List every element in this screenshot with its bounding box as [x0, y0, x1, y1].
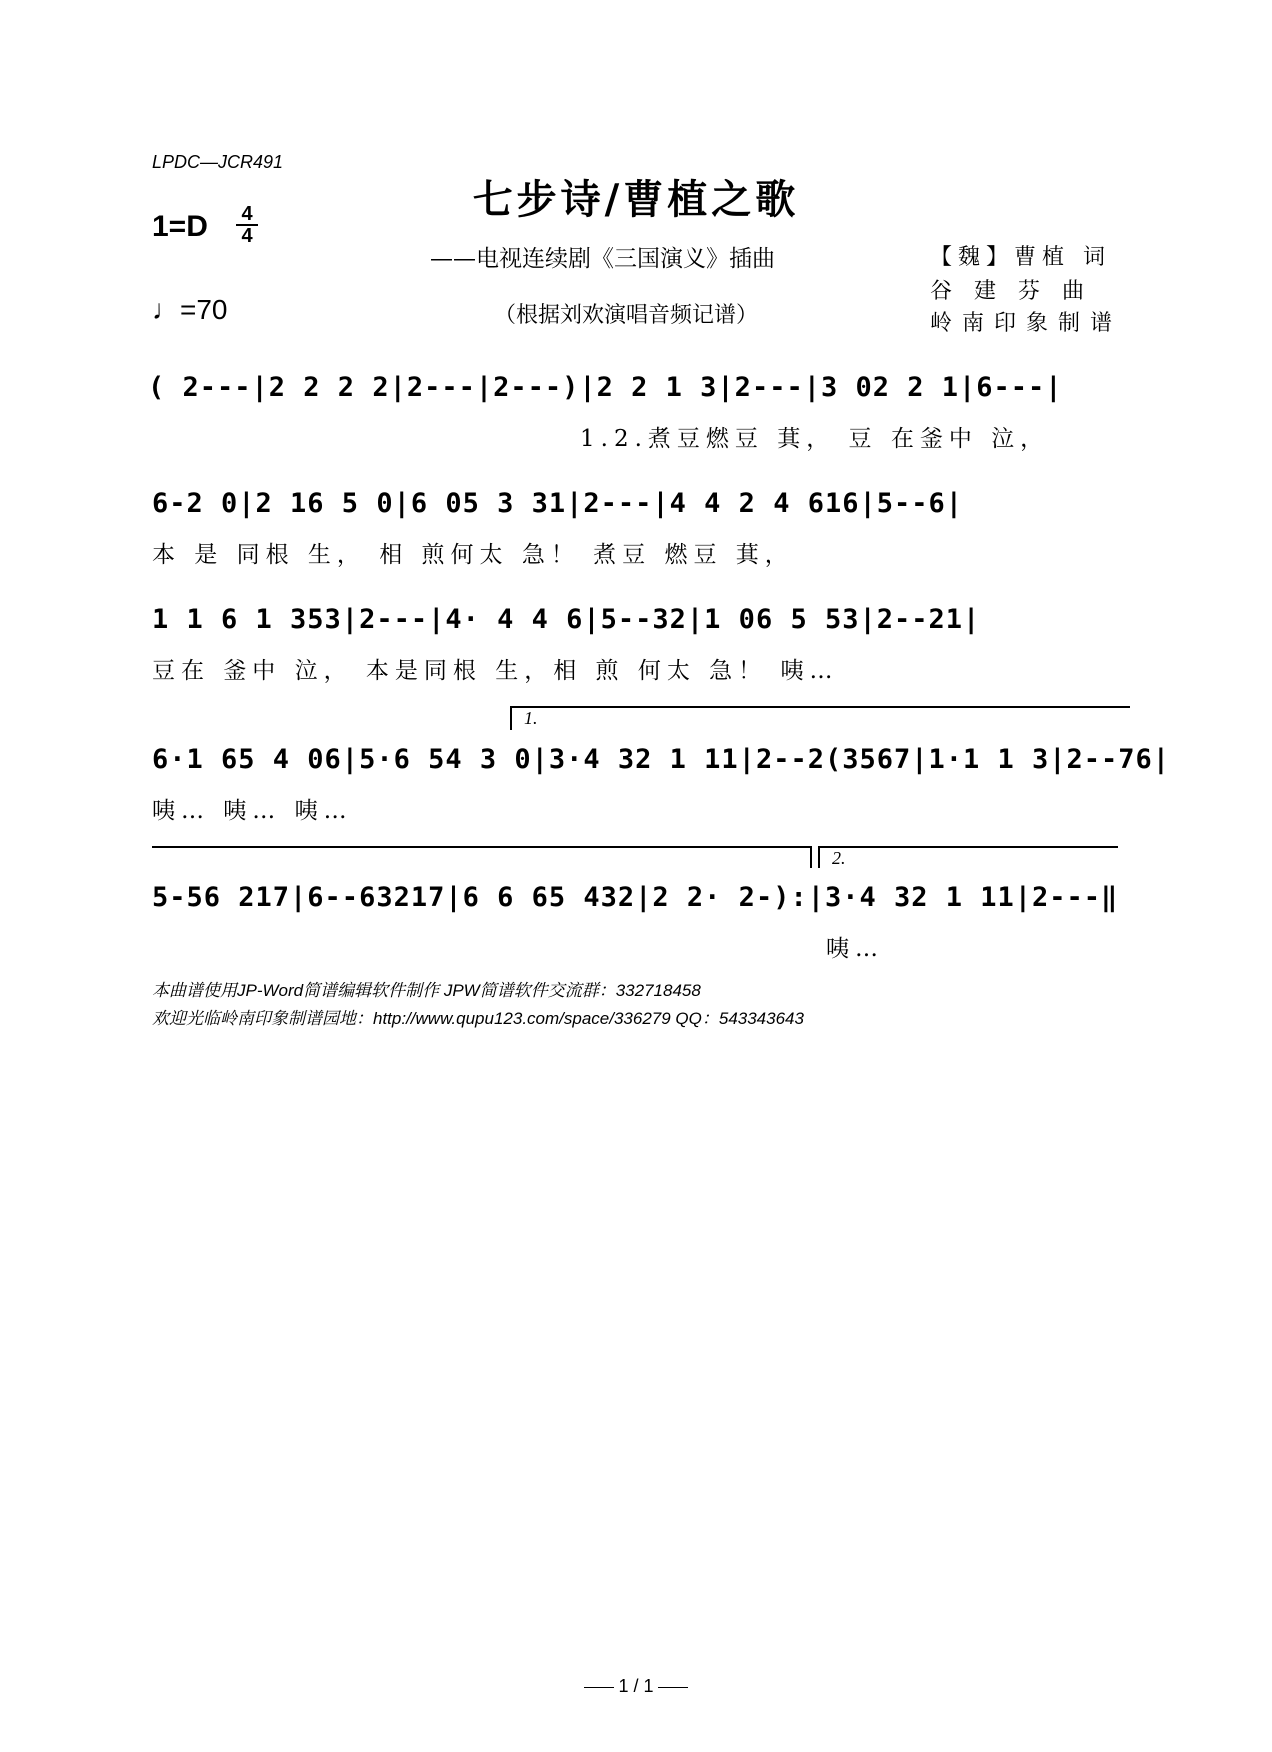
volta-1-label: 1. [524, 708, 538, 728]
footer-software-note: 本曲谱使用JP-Word简谱编辑软件制作 JPW简谱软件交流群：332718458 [152, 981, 701, 1000]
notation-line-4: 6·1 65 4 06|5·6 54 3 0|3·4 32 1 11|2--2(3567|1·1 1 3|2--76| [152, 744, 1171, 775]
lyric-line-2: 本 是 同根 生， 相 煎何太 急！ 煮豆 燃豆 萁， [152, 542, 794, 568]
lyricist-credit: 【魏】曹植 词 [930, 245, 1111, 270]
lyric-line-4: 咦… 咦… 咦… [152, 798, 353, 824]
time-signature-bottom: 4 [236, 224, 258, 246]
volta-1-continuation [152, 846, 812, 848]
volta-1-end [810, 846, 812, 868]
volta-2-label: 2. [832, 848, 846, 868]
lyric-line-1: 1.2.煮豆燃豆 萁， 豆 在釜中 泣， [580, 426, 1050, 452]
tempo-mark: ♩=70 [152, 294, 228, 325]
footer-website-note: 欢迎光临岭南印象制谱园地：http://www.qupu123.com/space/336279 QQ：543343643 [152, 1009, 804, 1028]
score-code: LPDC—JCR491 [152, 152, 284, 172]
volta-2-bracket [818, 846, 1118, 848]
volta-1-bracket-left [510, 706, 512, 730]
song-title: 七步诗/曹植之歌 [472, 176, 800, 223]
composer-credit: 谷建芬曲 [930, 279, 1107, 304]
key-signature: 1=D [152, 210, 208, 243]
notation-line-5: 5-56 217|6--63217|6 6 65 432|2 2· 2-):|3·4 32 1 11|2---‖ [152, 882, 1119, 913]
volta-1-bracket [510, 706, 1130, 708]
arranger-credit: 岭南印象制谱 [930, 311, 1123, 336]
notation-line-3: 1 1 6 1 353|2---|4· 4 4 6|5--32|1 06 5 53|2--21| [152, 604, 981, 635]
page-number [0, 1676, 1272, 1697]
lyric-line-3: 豆在 釜中 泣， 本是同根 生，相 煎 何太 急！ 咦… [152, 658, 839, 684]
notation-line-2: 6-2 0|2 16 5 0|6 05 3 31|2---|4 4 2 4 616|5--6| [152, 488, 964, 519]
volta-2-bracket-left [818, 846, 820, 868]
transcription-note: （根据刘欢演唱音频记谱） [494, 303, 759, 328]
time-signature [236, 204, 258, 246]
time-signature-top: 4 [241, 203, 253, 225]
subtitle: ——电视连续剧《三国演义》插曲 [430, 246, 775, 272]
lyric-line-5: 咦… [826, 936, 884, 962]
page-number-text: 1 / 1 [618, 1676, 654, 1696]
notation-line-1: ( 2---|2 2 2 2|2---|2---)|2 2 1 3|2---|3 02 2 1|6---| [148, 372, 1063, 403]
